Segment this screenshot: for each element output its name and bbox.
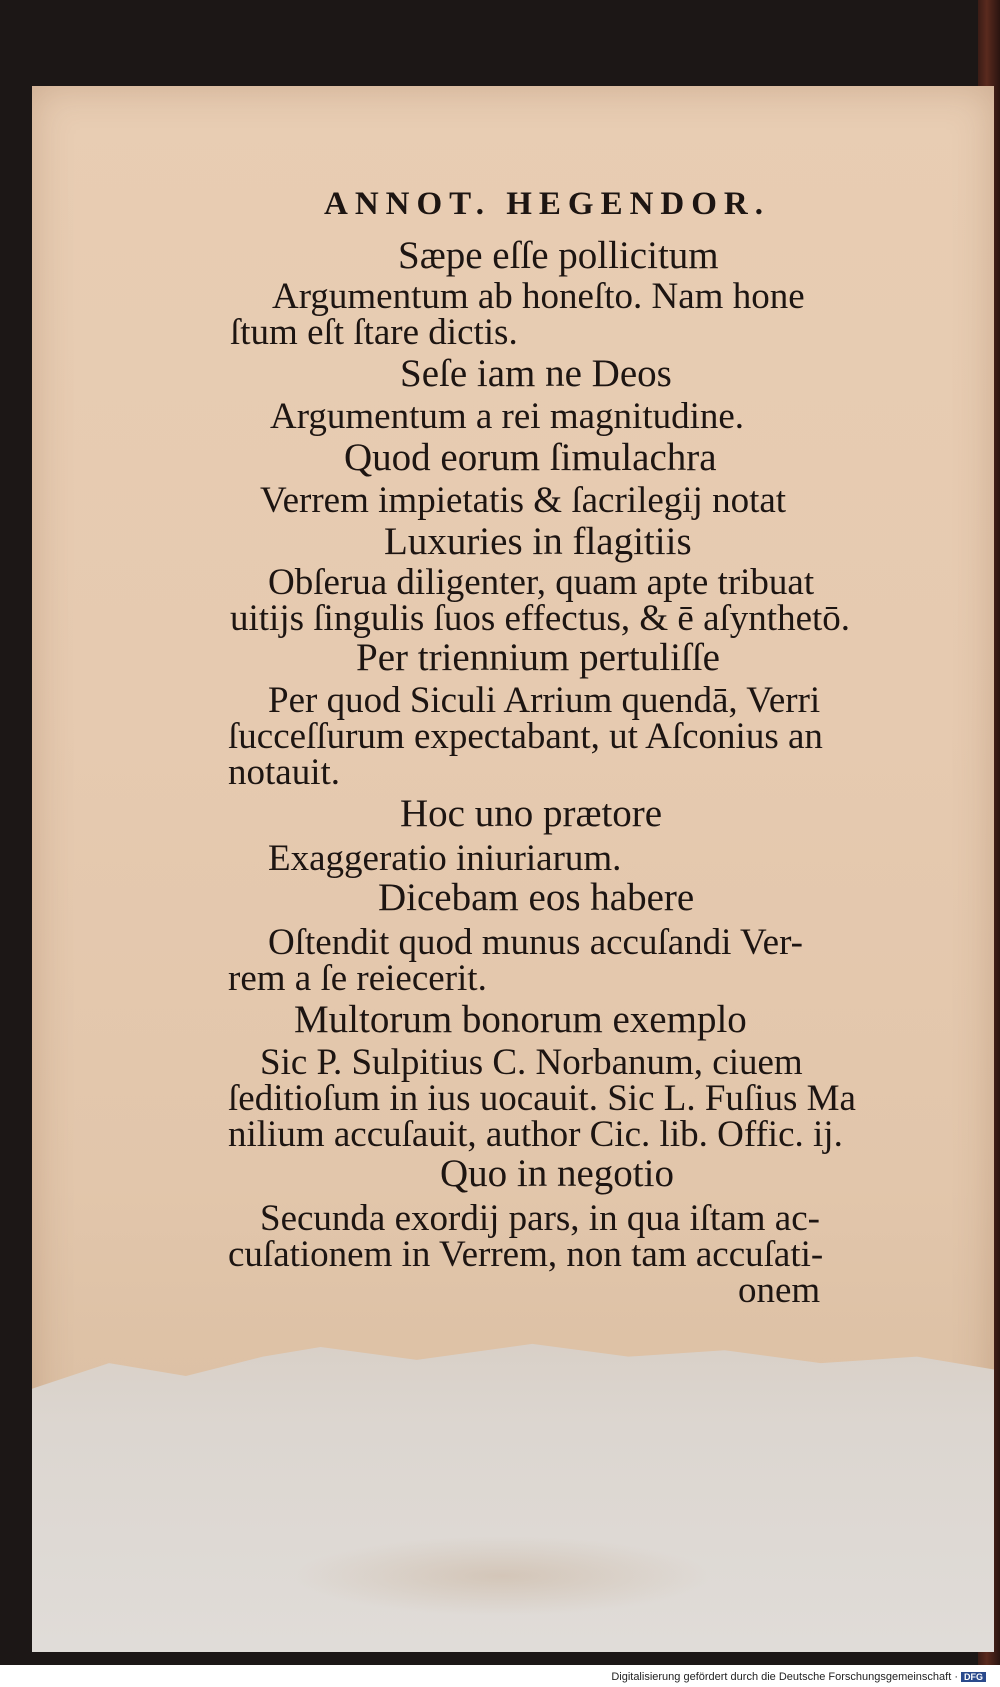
dfg-logo: DFG <box>961 1672 986 1682</box>
text-line: notauit. <box>228 752 341 793</box>
text-line: nilium accuſauit, author Cic. lib. Offic. ij. <box>228 1114 843 1155</box>
text-line: Argumentum a rei magnitudine. <box>270 396 745 437</box>
text-line: rem a ſe reiecerit. <box>228 958 487 999</box>
text-line: Verrem impietatis & ſacrilegij notat <box>260 480 787 521</box>
digitization-credit <box>611 1671 986 1683</box>
lemma-line: Luxuries in flagitiis <box>384 520 692 563</box>
text-line: Per quod Siculi Arrium quendā, Verri <box>268 680 821 721</box>
lemma-line: Quo in negotio <box>440 1152 674 1195</box>
text-line: uitijs ſingulis ſuos effectus, & ē aſynthetō. <box>230 598 851 639</box>
text-line: ſeditioſum in ius uocauit. Sic L. Fuſius Ma <box>228 1078 856 1119</box>
lemma-line: Multorum bonorum exemplo <box>294 998 747 1041</box>
text-line: Oſtendit quod munus accuſandi Ver- <box>268 922 803 963</box>
lemma-line: Hoc uno prætore <box>400 792 663 835</box>
credit-text: Digitalisierung gefördert durch die Deutsche Forschungsgemeinschaft · <box>611 1671 958 1683</box>
book-page <box>32 86 994 1652</box>
text-line: ſucceſſurum expectabant, ut Aſconius an <box>228 716 823 757</box>
lemma-line: Quod eorum ſimulachra <box>344 436 717 479</box>
page-stain <box>292 1536 712 1616</box>
text-line: Exaggeratio iniuriarum. <box>268 838 622 879</box>
text-line: Obſerua diligenter, quam apte tribuat <box>268 562 815 603</box>
running-header: ANNOT. HEGENDOR. <box>324 186 770 222</box>
text-line: Argumentum ab honeſto. Nam hone <box>272 276 805 317</box>
text-line: cuſationem in Verrem, non tam accuſati- <box>228 1234 824 1275</box>
lemma-line: Seſe iam ne Deos <box>400 352 672 395</box>
lemma-line: Sæpe eſſe pollicitum <box>398 234 719 277</box>
text-line: Secunda exordij pars, in qua iſtam ac- <box>260 1198 820 1239</box>
text-line: Sic P. Sulpitius C. Norbanum, ciuem <box>260 1042 803 1083</box>
lemma-line: Dicebam eos habere <box>378 876 695 919</box>
lemma-line: Per triennium pertuliſſe <box>356 636 720 679</box>
text-line: ſtum eſt ſtare dictis. <box>230 312 518 353</box>
text-line: onem <box>738 1270 821 1311</box>
